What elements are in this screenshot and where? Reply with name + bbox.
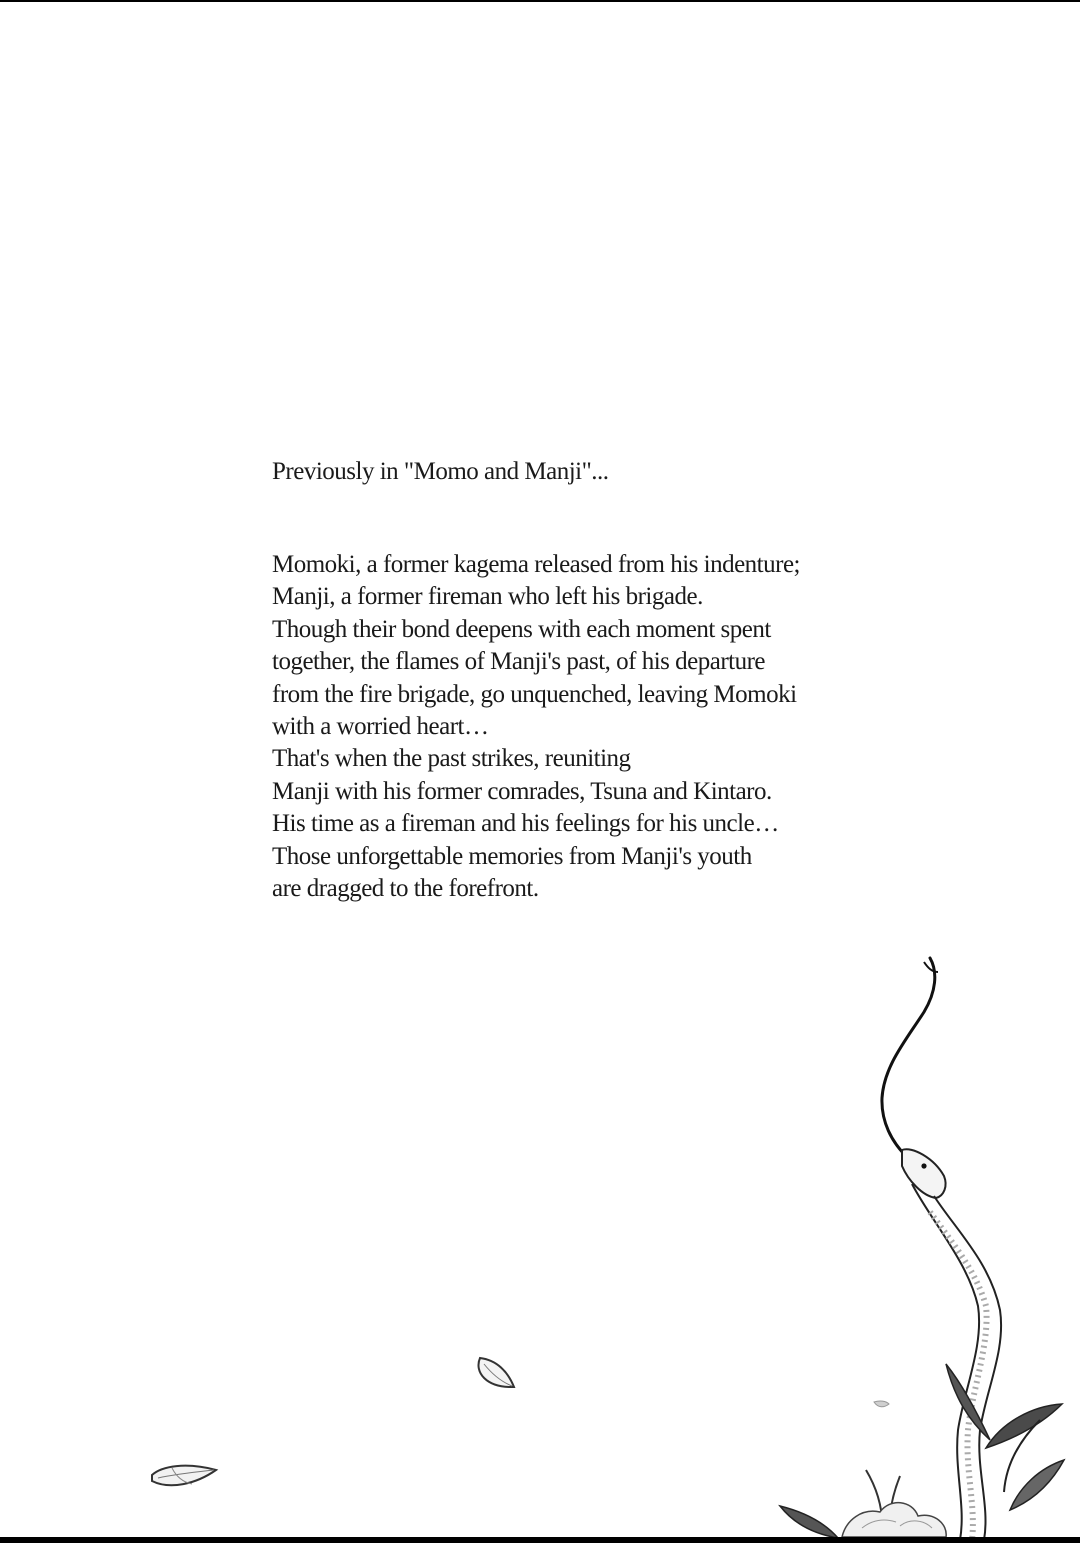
falling-petal-icon bbox=[152, 1466, 216, 1486]
recap-line: from the fire brigade, go unquenched, leaving Momoki bbox=[272, 680, 797, 708]
bottom-border bbox=[0, 1537, 1080, 1543]
recap-line: with a worried heart… bbox=[272, 713, 489, 741]
recap-line: are dragged to the forefront. bbox=[272, 875, 539, 903]
recap-line: Manji, a former fireman who left his brigade. bbox=[272, 583, 703, 611]
flower-icon bbox=[842, 1503, 946, 1537]
recap-text-block bbox=[272, 452, 852, 905]
white-snake-icon bbox=[882, 958, 1001, 1540]
falling-petal-icon bbox=[478, 1358, 514, 1387]
recap-line: His time as a fireman and his feelings for his uncle… bbox=[272, 810, 779, 838]
recap-heading: Previously in "Momo and Manji"... bbox=[272, 458, 609, 485]
falling-petal-icon bbox=[874, 1401, 889, 1407]
recap-line: That's when the past strikes, reuniting bbox=[272, 745, 631, 773]
recap-line: Manji with his former comrades, Tsuna and Kintaro. bbox=[272, 777, 772, 805]
leaves-icon bbox=[780, 1364, 1064, 1538]
recap-body bbox=[272, 549, 852, 905]
recap-line: Though their bond deepens with each moment spent bbox=[272, 615, 771, 643]
recap-line: together, the flames of Manji's past, of his departure bbox=[272, 648, 766, 676]
recap-line: Those unforgettable memories from Manji's youth bbox=[272, 842, 752, 870]
top-border bbox=[0, 0, 1080, 2]
recap-line: Momoki, a former kagema released from his indenture; bbox=[272, 551, 800, 578]
